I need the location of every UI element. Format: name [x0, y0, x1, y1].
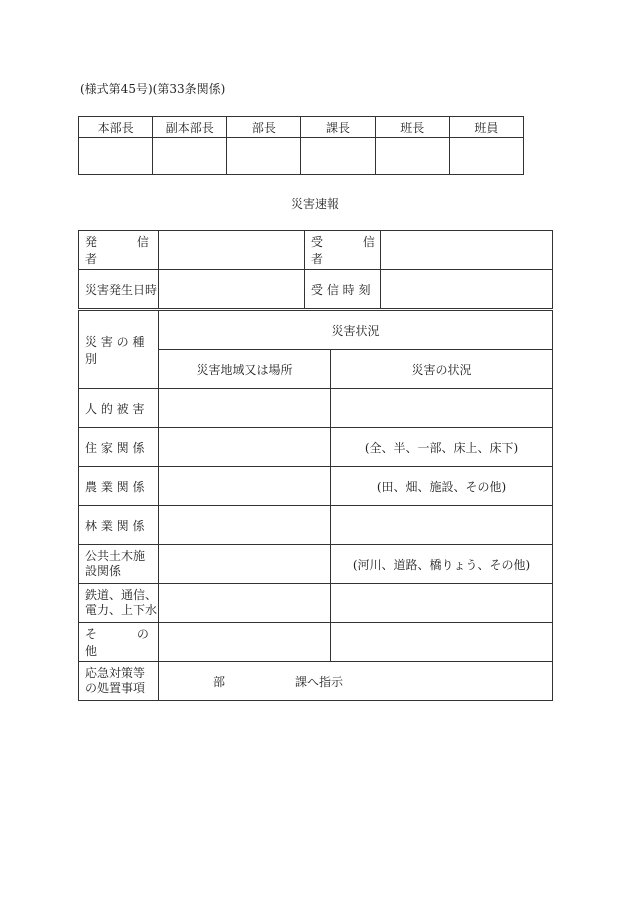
category-label: [79, 584, 159, 623]
disaster-status-header: 災害状況: [159, 310, 553, 350]
condition-field[interactable]: [331, 623, 553, 662]
receiver-label: 受 信 者: [305, 231, 381, 270]
category-label-line: 電力、上下水: [85, 603, 158, 617]
emergency-label-line: 応急対策等: [85, 666, 146, 680]
approval-header: 班員: [449, 117, 523, 138]
area-field[interactable]: [159, 623, 331, 662]
approval-stamp-cell[interactable]: [449, 138, 523, 175]
area-header: 災害地域又は場所: [159, 350, 331, 389]
area-field[interactable]: [159, 584, 331, 623]
area-field[interactable]: [159, 545, 331, 584]
area-field[interactable]: [159, 428, 331, 467]
category-label: そ の 他: [79, 623, 159, 662]
area-field[interactable]: [159, 506, 331, 545]
approval-header: 課長: [301, 117, 375, 138]
approval-stamp-cell[interactable]: [79, 138, 153, 175]
occurrence-datetime-field[interactable]: [159, 270, 305, 310]
approval-header: 部長: [227, 117, 301, 138]
category-label: 林 業 関 係: [79, 506, 159, 545]
approval-header: 副本部長: [153, 117, 227, 138]
condition-field[interactable]: [331, 506, 553, 545]
category-label-line: 公共土木施: [85, 549, 146, 563]
approval-stamp-table: [78, 116, 524, 175]
condition-field[interactable]: (田、畑、施設、その他): [331, 467, 553, 506]
received-time-field[interactable]: [381, 270, 553, 310]
sender-field[interactable]: [159, 231, 305, 270]
category-label-line: 設関係: [85, 564, 122, 578]
emergency-dept: 部: [212, 674, 225, 689]
category-label-line: 鉄道、通信、: [85, 588, 158, 602]
emergency-measures-label: [79, 662, 159, 701]
occurrence-datetime-label: 災害発生日時: [79, 270, 159, 310]
disaster-type-label: 災 害 の 種 別: [79, 310, 159, 389]
receiver-field[interactable]: [381, 231, 553, 270]
emergency-label-line: の処置事項: [85, 681, 146, 695]
sender-label: 発 信 者: [79, 231, 159, 270]
approval-header: 班長: [375, 117, 449, 138]
category-label: 住 家 関 係: [79, 428, 159, 467]
condition-header: 災害の状況: [331, 350, 553, 389]
approval-stamp-cell[interactable]: [153, 138, 227, 175]
condition-field[interactable]: [331, 584, 553, 623]
received-time-label: 受 信 時 刻: [305, 270, 381, 310]
disaster-report-table: [78, 230, 553, 701]
area-field[interactable]: [159, 467, 331, 506]
area-field[interactable]: [159, 389, 331, 428]
condition-field[interactable]: (全、半、一部、床上、床下): [331, 428, 553, 467]
emergency-instruction: 課へ指示: [295, 674, 344, 689]
approval-stamp-cell[interactable]: [227, 138, 301, 175]
approval-stamp-cell[interactable]: [375, 138, 449, 175]
approval-stamp-cell[interactable]: [301, 138, 375, 175]
category-label: 人 的 被 害: [79, 389, 159, 428]
approval-header: 本部長: [79, 117, 153, 138]
category-label: [79, 545, 159, 584]
emergency-measures-field[interactable]: [159, 662, 553, 701]
condition-field[interactable]: [331, 389, 553, 428]
document-title: 災害速報: [290, 197, 339, 211]
condition-field[interactable]: (河川、道路、橋りょう、その他): [331, 545, 553, 584]
category-label: 農 業 関 係: [79, 467, 159, 506]
form-reference: (様式第45号)(第33条関係): [80, 82, 226, 96]
